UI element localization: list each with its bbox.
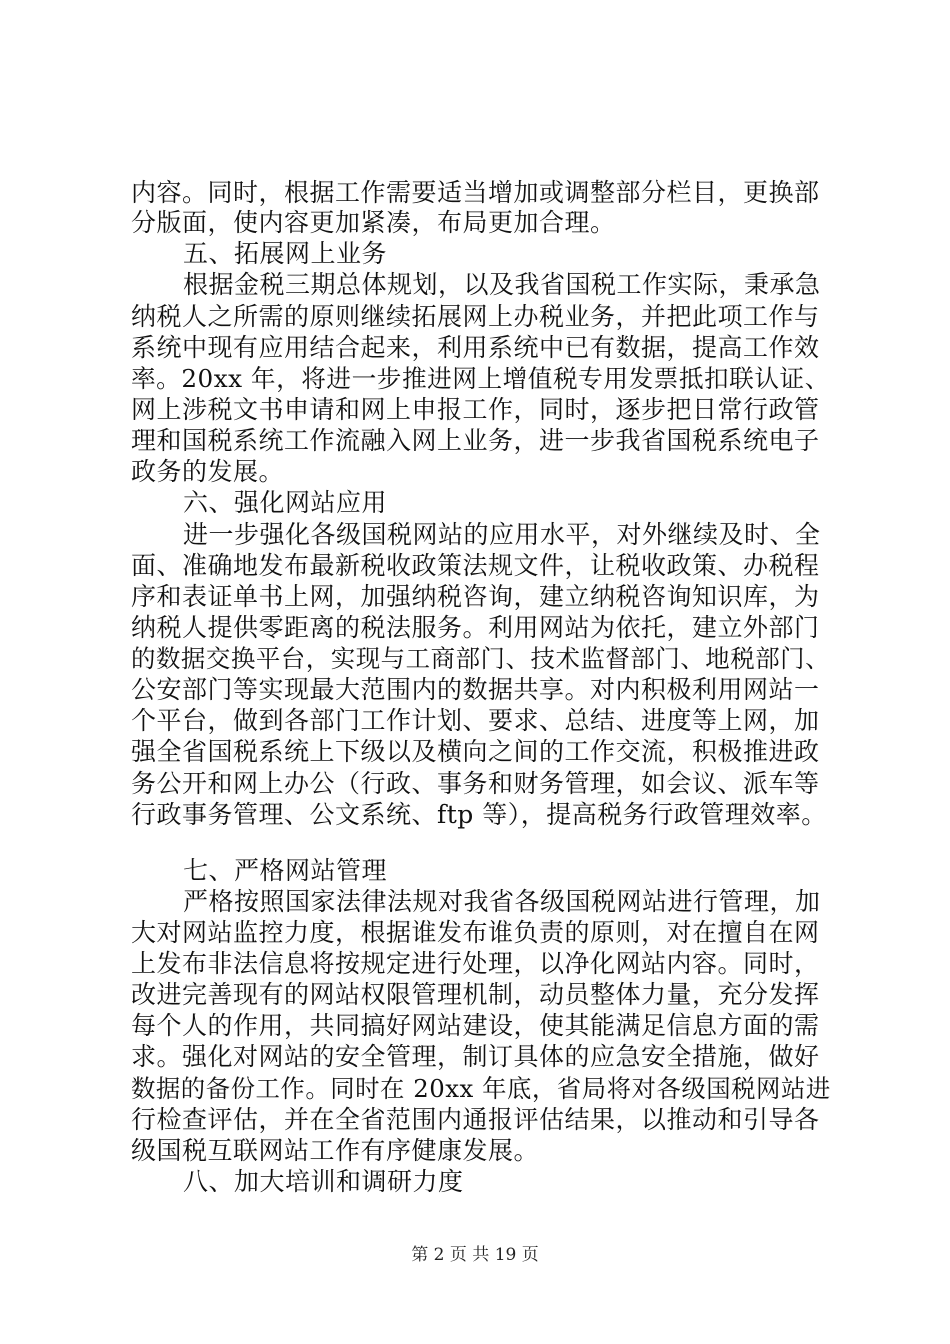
text-line: 进一步强化各级国税网站的应用水平，对外继续及时、全 — [183, 520, 821, 549]
text-line: 纳税人提供零距离的税法服务。利用网站为依托，建立外部门 — [131, 613, 820, 642]
section-heading-5: 五、拓展网上业务 — [183, 239, 388, 268]
text-line: 数据的备份工作。同时在 20xx 年底，省局将对各级国税网站进 — [131, 1074, 831, 1103]
page-number: 第 2 页 共 19 页 — [411, 1245, 539, 1265]
text-line: 个平台，做到各部门工作计划、要求、总结、进度等上网，加 — [131, 706, 820, 735]
text-line: 求。强化对网站的安全管理，制订具体的应急安全措施，做好 — [131, 1042, 820, 1071]
text-line: 每个人的作用，共同搞好网站建设，使其能满足信息方面的需 — [131, 1011, 820, 1040]
text-line: 改进完善现有的网站权限管理机制，动员整体力量，充分发挥 — [131, 980, 820, 1009]
text-line: 行政事务管理、公文系统、ftp 等），提高税务行政管理效率。 — [131, 800, 827, 829]
section-heading-6: 六、强化网站应用 — [183, 488, 388, 517]
text-line: 理和国税系统工作流融入网上业务，进一步我省国税系统电子 — [131, 426, 820, 455]
text-line: 面、准确地发布最新税收政策法规文件，让税收政策、办税程 — [131, 551, 820, 580]
text-line: 务公开和网上办公（行政、事务和财务管理，如会议、派车等 — [131, 769, 820, 798]
text-line: 纳税人之所需的原则继续拓展网上办税业务，并把此项工作与 — [131, 302, 820, 331]
text-line: 的数据交换平台，实现与工商部门、技术监督部门、地税部门、 — [131, 644, 831, 673]
text-line: 公安部门等实现最大范围内的数据共享。对内积极利用网站一 — [131, 675, 820, 704]
text-line: 政务的发展。 — [131, 457, 285, 486]
text-line: 内容。同时，根据工作需要适当增加或调整部分栏目，更换部 — [131, 178, 820, 207]
text-line: 系统中现有应用结合起来，利用系统中已有数据，提高工作效 — [131, 333, 820, 362]
text-line: 率。20xx 年，将进一步推进网上增值税专用发票抵扣联认证、 — [131, 364, 830, 393]
section-heading-8: 八、加大培训和调研力度 — [183, 1167, 464, 1196]
text-line: 大对网站监控力度，根据谁发布谁负责的原则，对在擅自在网 — [131, 918, 820, 947]
text-line: 根据金税三期总体规划，以及我省国税工作实际，秉承急 — [183, 270, 821, 299]
section-heading-7: 七、严格网站管理 — [183, 856, 388, 885]
text-line: 严格按照国家法律法规对我省各级国税网站进行管理，加 — [183, 887, 821, 916]
text-line: 行检查评估，并在全省范围内通报评估结果，以推动和引导各 — [131, 1105, 820, 1134]
text-line: 强全省国税系统上下级以及横向之间的工作交流，积极推进政 — [131, 737, 820, 766]
text-line: 序和表证单书上网，加强纳税咨询，建立纳税咨询知识库，为 — [131, 582, 820, 611]
text-line: 级国税互联网站工作有序健康发展。 — [131, 1136, 540, 1165]
text-line: 分版面，使内容更加紧凑，布局更加合理。 — [131, 208, 616, 237]
text-line: 上发布非法信息将按规定进行处理，以净化网站内容。同时， — [131, 949, 820, 978]
text-line: 网上涉税文书申请和网上申报工作，同时，逐步把日常行政管 — [131, 395, 820, 424]
